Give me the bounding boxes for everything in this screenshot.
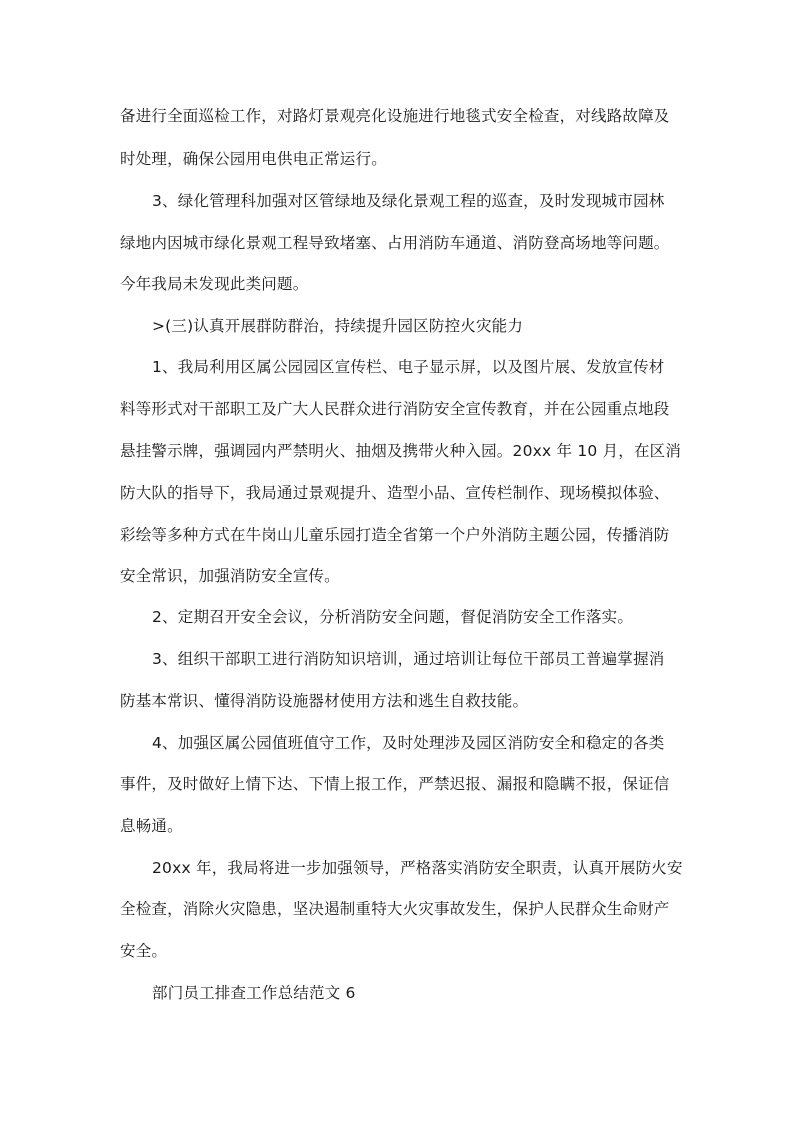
text-line: 安全。: [120, 942, 168, 960]
text-line: 1、我局利用区属公园园区宣传栏、电子显示屏，以及图片展、发放宣传材: [152, 358, 665, 376]
text-line: 3、组织干部职工进行消防知识培训，通过培训让每位干部员工普遍掌握消: [152, 650, 665, 668]
text-line: 全检查，消除火灾隐患，坚决遏制重特大火灾事故发生，保护人民群众生命财产: [120, 900, 670, 918]
text-line: 悬挂警示牌，强调园内严禁明火、抽烟及携带火种入园。20xx 年 10 月，在区消: [120, 442, 682, 460]
text-line: 料等形式对干部职工及广大人民群众进行消防安全宣传教育，并在公园重点地段: [120, 400, 670, 418]
text-line: 彩绘等多种方式在牛岗山儿童乐园打造全省第一个户外消防主题公园，传播消防: [120, 526, 670, 544]
text-line: 2、定期召开安全会议，分析消防安全问题，督促消防安全工作落实。: [152, 608, 634, 626]
text-line: 20xx 年，我局将进一步加强领导，严格落实消防安全职责，认真开展防火安: [152, 859, 683, 877]
text-line: 绿地内因城市绿化景观工程导致堵塞、占用消防车通道、消防登高场地等问题。: [120, 234, 670, 252]
text-line: 3、绿化管理科加强对区管绿地及绿化景观工程的巡查，及时发现城市园林: [152, 192, 665, 210]
text-line: 备进行全面巡检工作，对路灯景观亮化设施进行地毯式安全检查，对线路故障及: [120, 107, 670, 125]
section-heading: >(三)认真开展群防群治，持续提升园区防控火灾能力: [152, 317, 524, 335]
text-line: 4、加强区属公园值班值守工作，及时处理涉及园区消防安全和稳定的各类: [152, 734, 665, 752]
text-line: 事件，及时做好上情下达、下情上报工作，严禁迟报、漏报和隐瞒不报，保证信: [120, 775, 670, 793]
text-line: 息畅通。: [120, 817, 183, 835]
text-line: 防基本常识、懂得消防设施器材使用方法和逃生自救技能。: [120, 692, 529, 710]
document-title: 部门员工排查工作总结范文 6: [152, 984, 356, 1002]
text-line: 今年我局未发现此类问题。: [120, 275, 309, 293]
text-line: 安全常识，加强消防安全宣传。: [120, 567, 340, 585]
text-line: 防大队的指导下，我局通过景观提升、造型小品、宣传栏制作、现场模拟体验、: [120, 484, 670, 502]
text-line: 时处理，确保公园用电供电正常运行。: [120, 150, 387, 168]
